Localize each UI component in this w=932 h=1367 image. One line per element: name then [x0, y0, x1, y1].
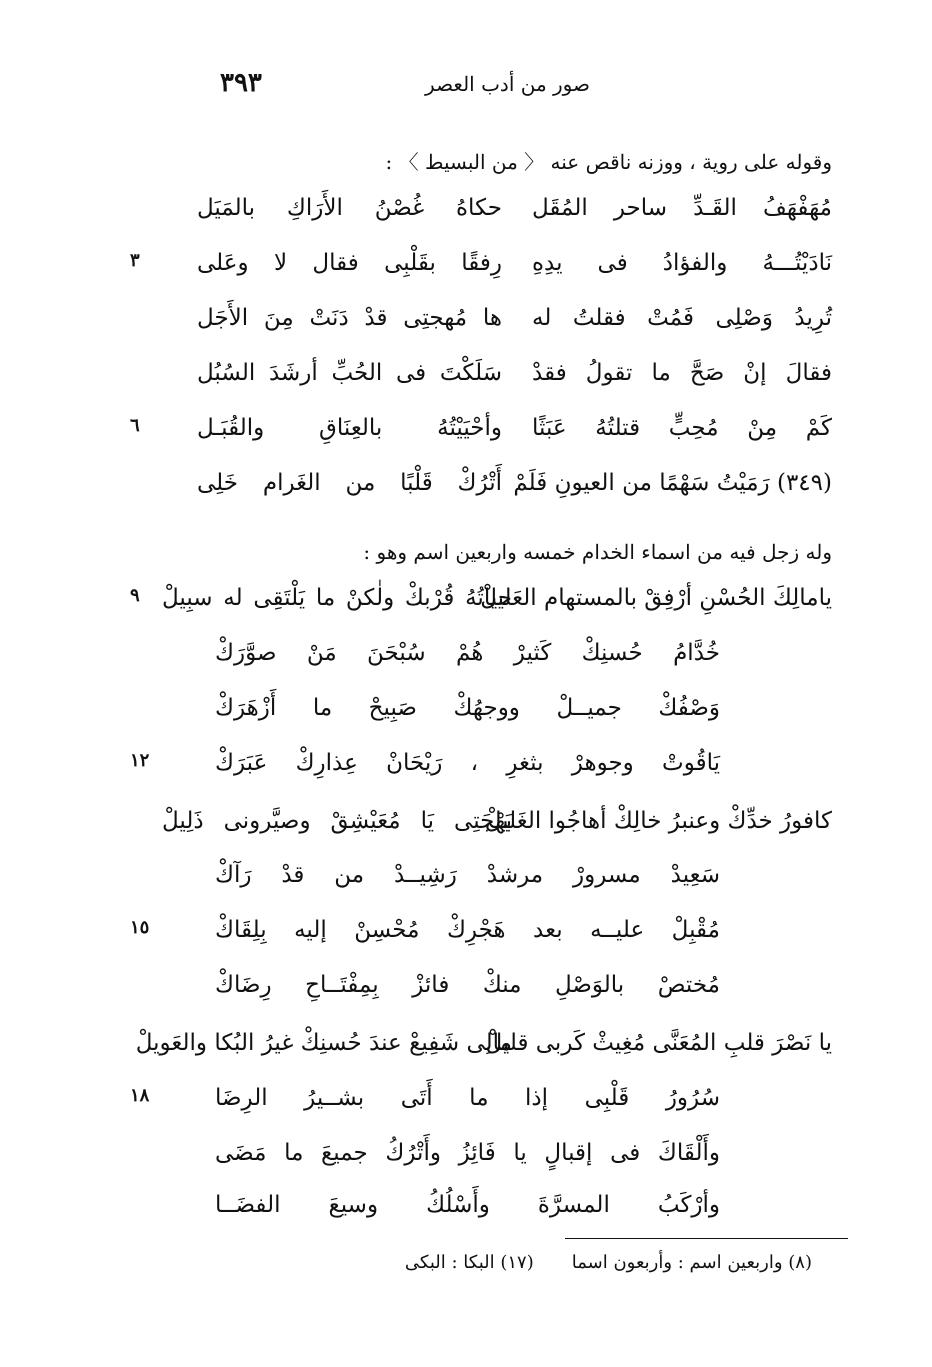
verse-line — [0, 415, 932, 465]
second-hemistich: حكاهُ غُصْنُ الأَرَاكِ بالمَيَل — [197, 195, 502, 221]
zajal-line — [0, 862, 932, 912]
footnote: (٨) واربعين اسم : وأربعون اسما — [571, 1252, 812, 1273]
zajal-line — [0, 695, 932, 745]
second-hemistich: رِفقًا بقَلْبِى فقال لا وعَلى — [197, 250, 502, 276]
second-hemistich: سَلَكْتَ فى الحُبِّ أرشَدَ السُبُل — [197, 360, 502, 386]
running-title: صور من أدب العصر — [425, 72, 590, 96]
zajal-line — [0, 1085, 932, 1135]
footnote: (١٧) البكا : البكى — [404, 1252, 534, 1273]
zajal-line-text: سُرُورُ قَلْبِى إذا ما أَتَى بشــيرُ الرِضَا — [215, 1085, 720, 1111]
line-number: ١٥ — [130, 917, 150, 938]
first-hemistich: يا نَصْرَ قلبِ المُعَنَّى مُغِيثْ كَربى قليلْ — [485, 1030, 832, 1056]
zajal-line — [0, 972, 932, 1022]
zajal-line-text: سَعِيدْ مسرورْ مرشدْ رَشِيــدْ من قدْ رَآكْ — [215, 862, 720, 888]
line-number: ٦ — [130, 415, 140, 436]
line-number: ٣ — [130, 250, 140, 271]
poem2-intro: وله زجل فيه من اسماء الخدام خمسه واربعين اسم وهو : — [363, 540, 832, 564]
zajal-line-text: خُدَّامُ حُسنِكْ كَثيرْ هُمْ سُبْحَنَ مَنْ صوَّرَكْ — [215, 640, 720, 666]
zajal-line-text: يَاقُوتْ وجوهرْ بثغرِ ، رَيْحَانْ عِذارِكْ عَبَرَكْ — [215, 750, 720, 776]
zajal-line-text: وَصْفُكْ جميــلْ ووجهُكْ صَبِيحْ ما أَزْهَرَكْ — [215, 695, 720, 721]
first-hemistich: مُهَفْهَفُ القَـدِّ ساحر المُقَل — [532, 195, 832, 221]
zajal-matla — [0, 808, 932, 858]
poem1-intro: وقوله على روية ، ووزنه ناقص عنه 〈 من البسيط 〉 : — [385, 150, 832, 174]
zajal-matla — [0, 1030, 932, 1080]
verse-line — [0, 195, 932, 245]
zajal-line — [0, 1192, 932, 1242]
second-hemistich: أَتْرُكْ قَلْبًا من الغَرام خَلِى — [197, 470, 502, 496]
second-hemistich: وأحْيَيْتُهُ بالعِنَاقِ والقُبَـل — [197, 415, 502, 441]
footnote-separator — [565, 1238, 848, 1239]
first-hemistich: كَمْ مِنْ مُحِبٍّ قتلتُهُ عَبَثًا — [532, 415, 832, 441]
zajal-line — [0, 640, 932, 690]
first-hemistich: يامالِكَ الحُسْنِ أرْفِقْ بالمستهام العَليلْ — [480, 585, 832, 611]
zajal-line-text: وأرْكَبُ المسرَّةَ وأَسْلُكُ وسيعَ الفضَــا — [215, 1192, 720, 1218]
zajal-line-text: مُختصْ بالوَصْلِ منكْ فائزْ بِمِفْتَــاحِ رِضَاكْ — [215, 972, 720, 998]
zajal-matla — [0, 585, 932, 635]
second-hemistich: ها مُهجتِى قدْ دَنَتْ مِنَ الأَجَل — [197, 305, 502, 331]
verse-line — [0, 305, 932, 355]
zajal-line — [0, 1140, 932, 1190]
zajal-line-text: وأَلْقَاكَ فى إقبالٍ يا فَائِزُ وأَتْرُكُ جميعَ ما مَضَى — [215, 1140, 720, 1166]
second-hemistich: حياتُهُ قُرْبكْ ولٰكنْ ما يَلْتَقِى له سبِيلْ — [162, 585, 512, 611]
line-number: ١٨ — [130, 1085, 150, 1106]
first-hemistich: (٣٤٩) رَمَيْتُ سَهْمًا من العيونِ فَلَمْ — [513, 470, 832, 496]
verse-line — [0, 360, 932, 410]
page-header — [200, 68, 600, 108]
first-hemistich: فقالَ إنْ صَحَّ ما تقولُ فقدْ — [532, 360, 832, 386]
second-hemistich: بَهْجَتِى يَا مُعَيْشِقْ وصيَّرونى ذَلِيلْ — [162, 808, 512, 834]
verse-line — [0, 470, 932, 520]
zajal-line-text: مُقْبِلْ عليــه بعد هَجْرِكْ مُحْسِنْ إليه بِلِقَاكْ — [215, 917, 720, 943]
page-number: ٣٩٣ — [220, 68, 262, 98]
first-hemistich: كافورُ خدِّكْ وعنبرُ خالِكْ أهاجُوا الغَليلْ — [484, 808, 832, 834]
footnotes — [367, 1252, 812, 1273]
second-hemistich: مالِى شَفِيعْ عندَ حُسنِكْ غيرُ البُكا والعَويلْ — [135, 1030, 512, 1056]
line-number: ٩ — [130, 585, 140, 606]
verse-line — [0, 250, 932, 300]
zajal-line — [0, 917, 932, 967]
line-number: ١٢ — [130, 750, 150, 771]
first-hemistich: تُرِيدُ وَصْلِى فَمُتْ فقلتُ له — [532, 305, 832, 331]
zajal-line — [0, 750, 932, 800]
first-hemistich: نَادَيْتُـــهُ والفؤادُ فى يدِهِ — [532, 250, 832, 276]
